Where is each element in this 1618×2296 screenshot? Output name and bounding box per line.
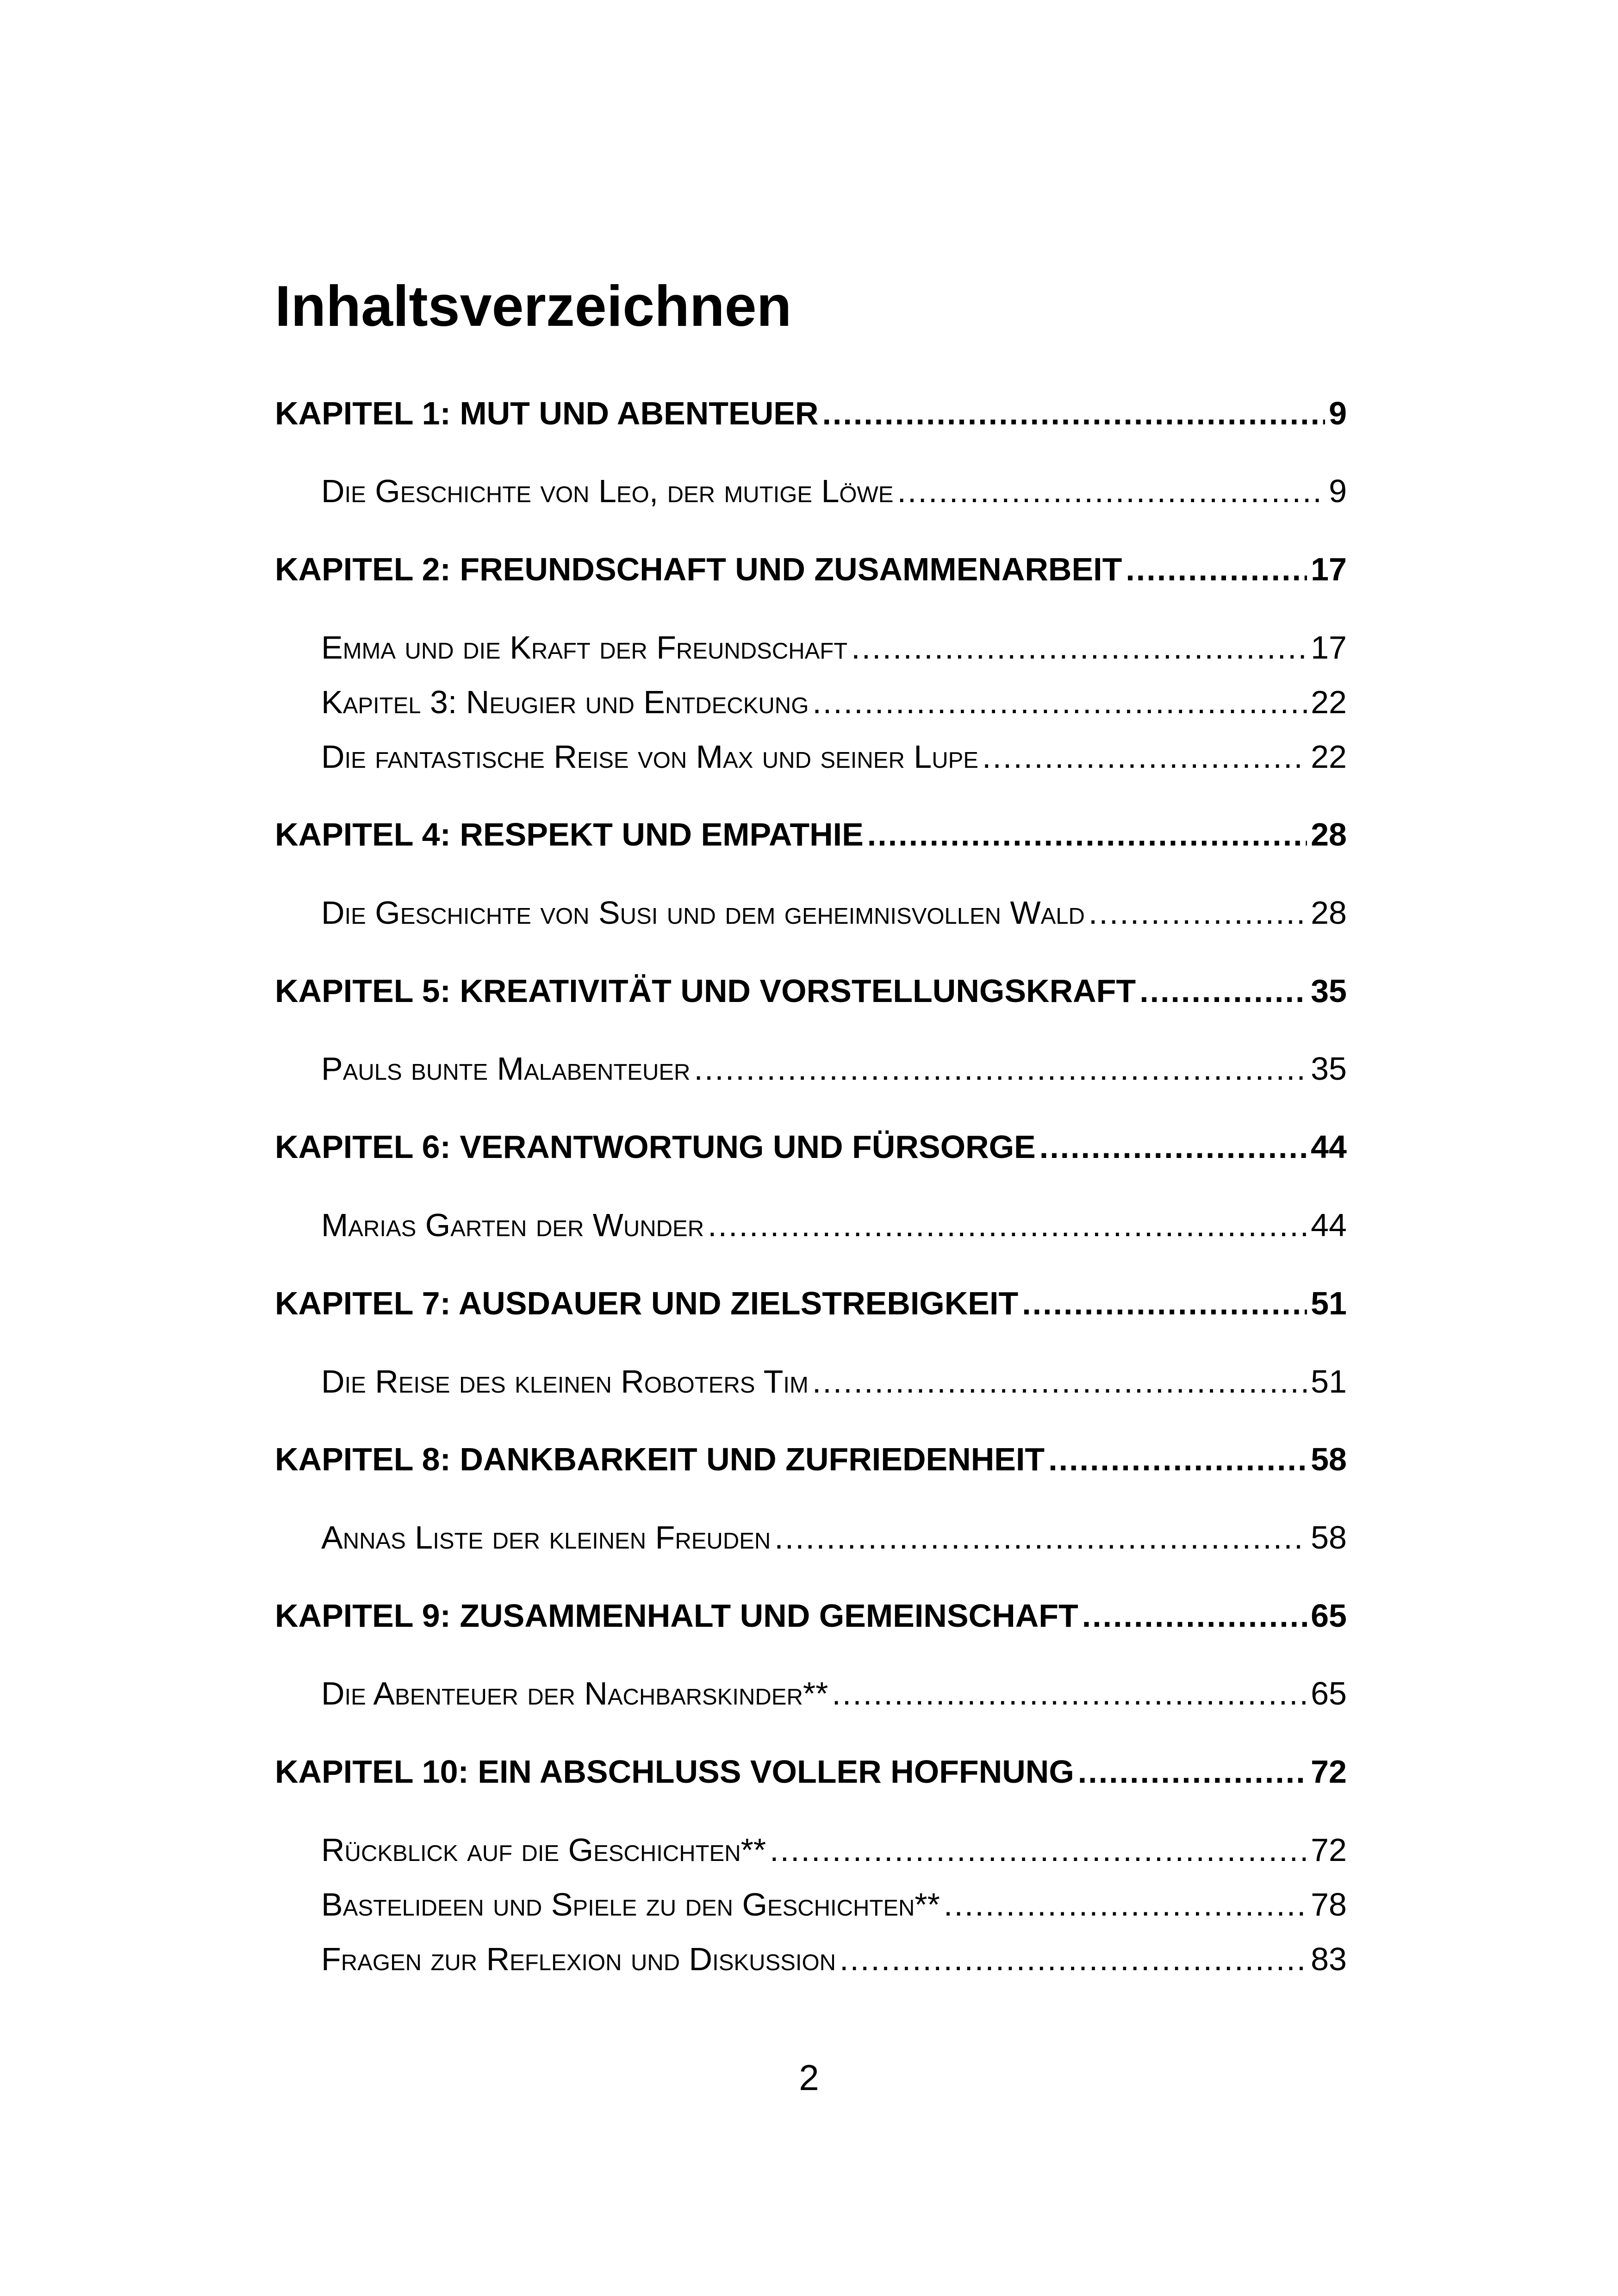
toc-entry-label: Pauls bunte Malabenteuer: [321, 1051, 691, 1087]
toc-chapter-entry: [275, 1287, 1347, 1319]
toc-entry-label: Bastelideen und Spiele zu den Geschichten**: [321, 1886, 940, 1923]
toc-story-entry: [321, 1888, 1347, 1921]
toc-entry-page: 22: [1311, 739, 1347, 775]
toc-chapter-entry: [275, 975, 1347, 1007]
dot-leader: [1139, 975, 1307, 1007]
dot-leader: [1048, 1443, 1307, 1475]
toc-story-entry: [321, 1834, 1347, 1866]
toc-story-entry: [321, 1209, 1347, 1241]
toc-entry-page: 72: [1311, 1832, 1347, 1868]
toc-chapter-entry: [275, 553, 1347, 585]
dot-leader: [944, 1888, 1307, 1921]
dot-leader: [1022, 1287, 1307, 1319]
dot-leader: [708, 1209, 1307, 1241]
toc-entry-label: KAPITEL 7: AUSDAUER UND ZIELSTREBIGKEIT: [275, 1285, 1019, 1321]
toc-entry-page: 51: [1311, 1363, 1347, 1400]
toc-entry-page: 44: [1311, 1207, 1347, 1243]
toc-entry-label: Die Geschichte von Leo, der mutige Löwe: [321, 473, 894, 509]
toc-entry-label: Kapitel 3: Neugier und Entdeckung: [321, 684, 809, 720]
toc-entry-page: 9: [1329, 395, 1347, 431]
toc-entry-label: KAPITEL 2: FREUNDSCHAFT UND ZUSAMMENARBEIT: [275, 551, 1122, 587]
toc-story-entry: [321, 896, 1347, 929]
toc-entry-page: 65: [1311, 1598, 1347, 1634]
dot-leader: [897, 475, 1325, 507]
toc-entry-label: KAPITEL 4: RESPEKT UND EMPATHIE: [275, 816, 864, 852]
toc-entry-page: 83: [1311, 1941, 1347, 1977]
toc-entry-page: 28: [1311, 895, 1347, 931]
toc-entry-label: Emma und die Kraft der Freundschaft: [321, 629, 848, 666]
toc-entry-page: 35: [1311, 973, 1347, 1009]
toc-story-entry: [321, 631, 1347, 664]
dot-leader: [832, 1677, 1307, 1710]
toc-entry-label: Die Reise des kleinen Roboters Tim: [321, 1363, 809, 1400]
dot-leader: [1039, 1131, 1307, 1163]
toc-entry-page: 58: [1311, 1441, 1347, 1477]
toc-entry-page: 58: [1311, 1519, 1347, 1556]
dot-leader: [822, 397, 1325, 429]
toc-story-entry: [321, 1943, 1347, 1975]
toc-story-entry: [321, 1052, 1347, 1085]
dot-leader: [840, 1943, 1307, 1975]
dot-leader: [1082, 1599, 1307, 1632]
dot-leader: [1078, 1755, 1307, 1788]
toc-chapter-entry: [275, 1131, 1347, 1163]
toc-entry-page: 65: [1311, 1675, 1347, 1711]
dot-leader: [867, 818, 1307, 851]
dot-leader: [774, 1521, 1307, 1554]
toc-entry-label: Annas Liste der kleinen Freuden: [321, 1519, 771, 1556]
toc-entry-page: 72: [1311, 1754, 1347, 1790]
toc-entry-page: 35: [1311, 1051, 1347, 1087]
dot-leader: [851, 631, 1307, 664]
toc-story-entry: [321, 1365, 1347, 1398]
page-title: Inhaltsverzeichnen: [275, 274, 792, 338]
toc-entry-label: KAPITEL 9: ZUSAMMENHALT UND GEMEINSCHAFT: [275, 1598, 1078, 1634]
toc-entry-label: Marias Garten der Wunder: [321, 1207, 704, 1243]
dot-leader: [1126, 553, 1307, 585]
dot-leader: [1089, 896, 1307, 929]
toc-chapter-entry: [275, 818, 1347, 851]
toc-entry-label: KAPITEL 5: KREATIVITÄT UND VORSTELLUNGSKRAFT: [275, 973, 1136, 1009]
dot-leader: [812, 686, 1307, 718]
toc-entry-page: 22: [1311, 684, 1347, 720]
toc-entry-label: KAPITEL 10: EIN ABSCHLUSS VOLLER HOFFNUNG: [275, 1754, 1074, 1790]
toc-entry-page: 17: [1311, 551, 1347, 587]
toc-entry-label: Die Geschichte von Susi und dem geheimnisvollen Wald: [321, 895, 1085, 931]
toc-chapter-entry: [275, 1755, 1347, 1788]
page-number: 2: [799, 2057, 819, 2098]
toc-story-entry: [321, 686, 1347, 718]
toc-entry-page: 17: [1311, 629, 1347, 666]
toc-chapter-entry: [275, 397, 1347, 429]
toc-entry-page: 28: [1311, 816, 1347, 852]
toc-entry-label: KAPITEL 8: DANKBARKEIT UND ZUFRIEDENHEIT: [275, 1441, 1045, 1477]
toc-entry-label: Fragen zur Reflexion und Diskussion: [321, 1941, 836, 1977]
toc-entry-page: 78: [1311, 1886, 1347, 1923]
toc-entry-label: Die fantastische Reise von Max und seiner Lupe: [321, 739, 978, 775]
toc-entry-label: Rückblick auf die Geschichten**: [321, 1832, 766, 1868]
toc-story-entry: [321, 1677, 1347, 1710]
dot-leader: [982, 740, 1307, 773]
toc-entry-page: 9: [1329, 473, 1347, 509]
toc-chapter-entry: [275, 1443, 1347, 1475]
toc-entry-label: Die Abenteuer der Nachbarskinder**: [321, 1675, 828, 1711]
toc-entry-label: KAPITEL 6: VERANTWORTUNG UND FÜRSORGE: [275, 1129, 1036, 1165]
toc-story-entry: [321, 475, 1347, 507]
dot-leader: [694, 1052, 1307, 1085]
dot-leader: [812, 1365, 1307, 1398]
toc-entry-label: KAPITEL 1: MUT UND ABENTEUER: [275, 395, 819, 431]
toc-story-entry: [321, 740, 1347, 773]
toc-entry-page: 51: [1311, 1285, 1347, 1321]
dot-leader: [770, 1834, 1307, 1866]
toc-story-entry: [321, 1521, 1347, 1554]
toc-chapter-entry: [275, 1599, 1347, 1632]
toc-entry-page: 44: [1311, 1129, 1347, 1165]
